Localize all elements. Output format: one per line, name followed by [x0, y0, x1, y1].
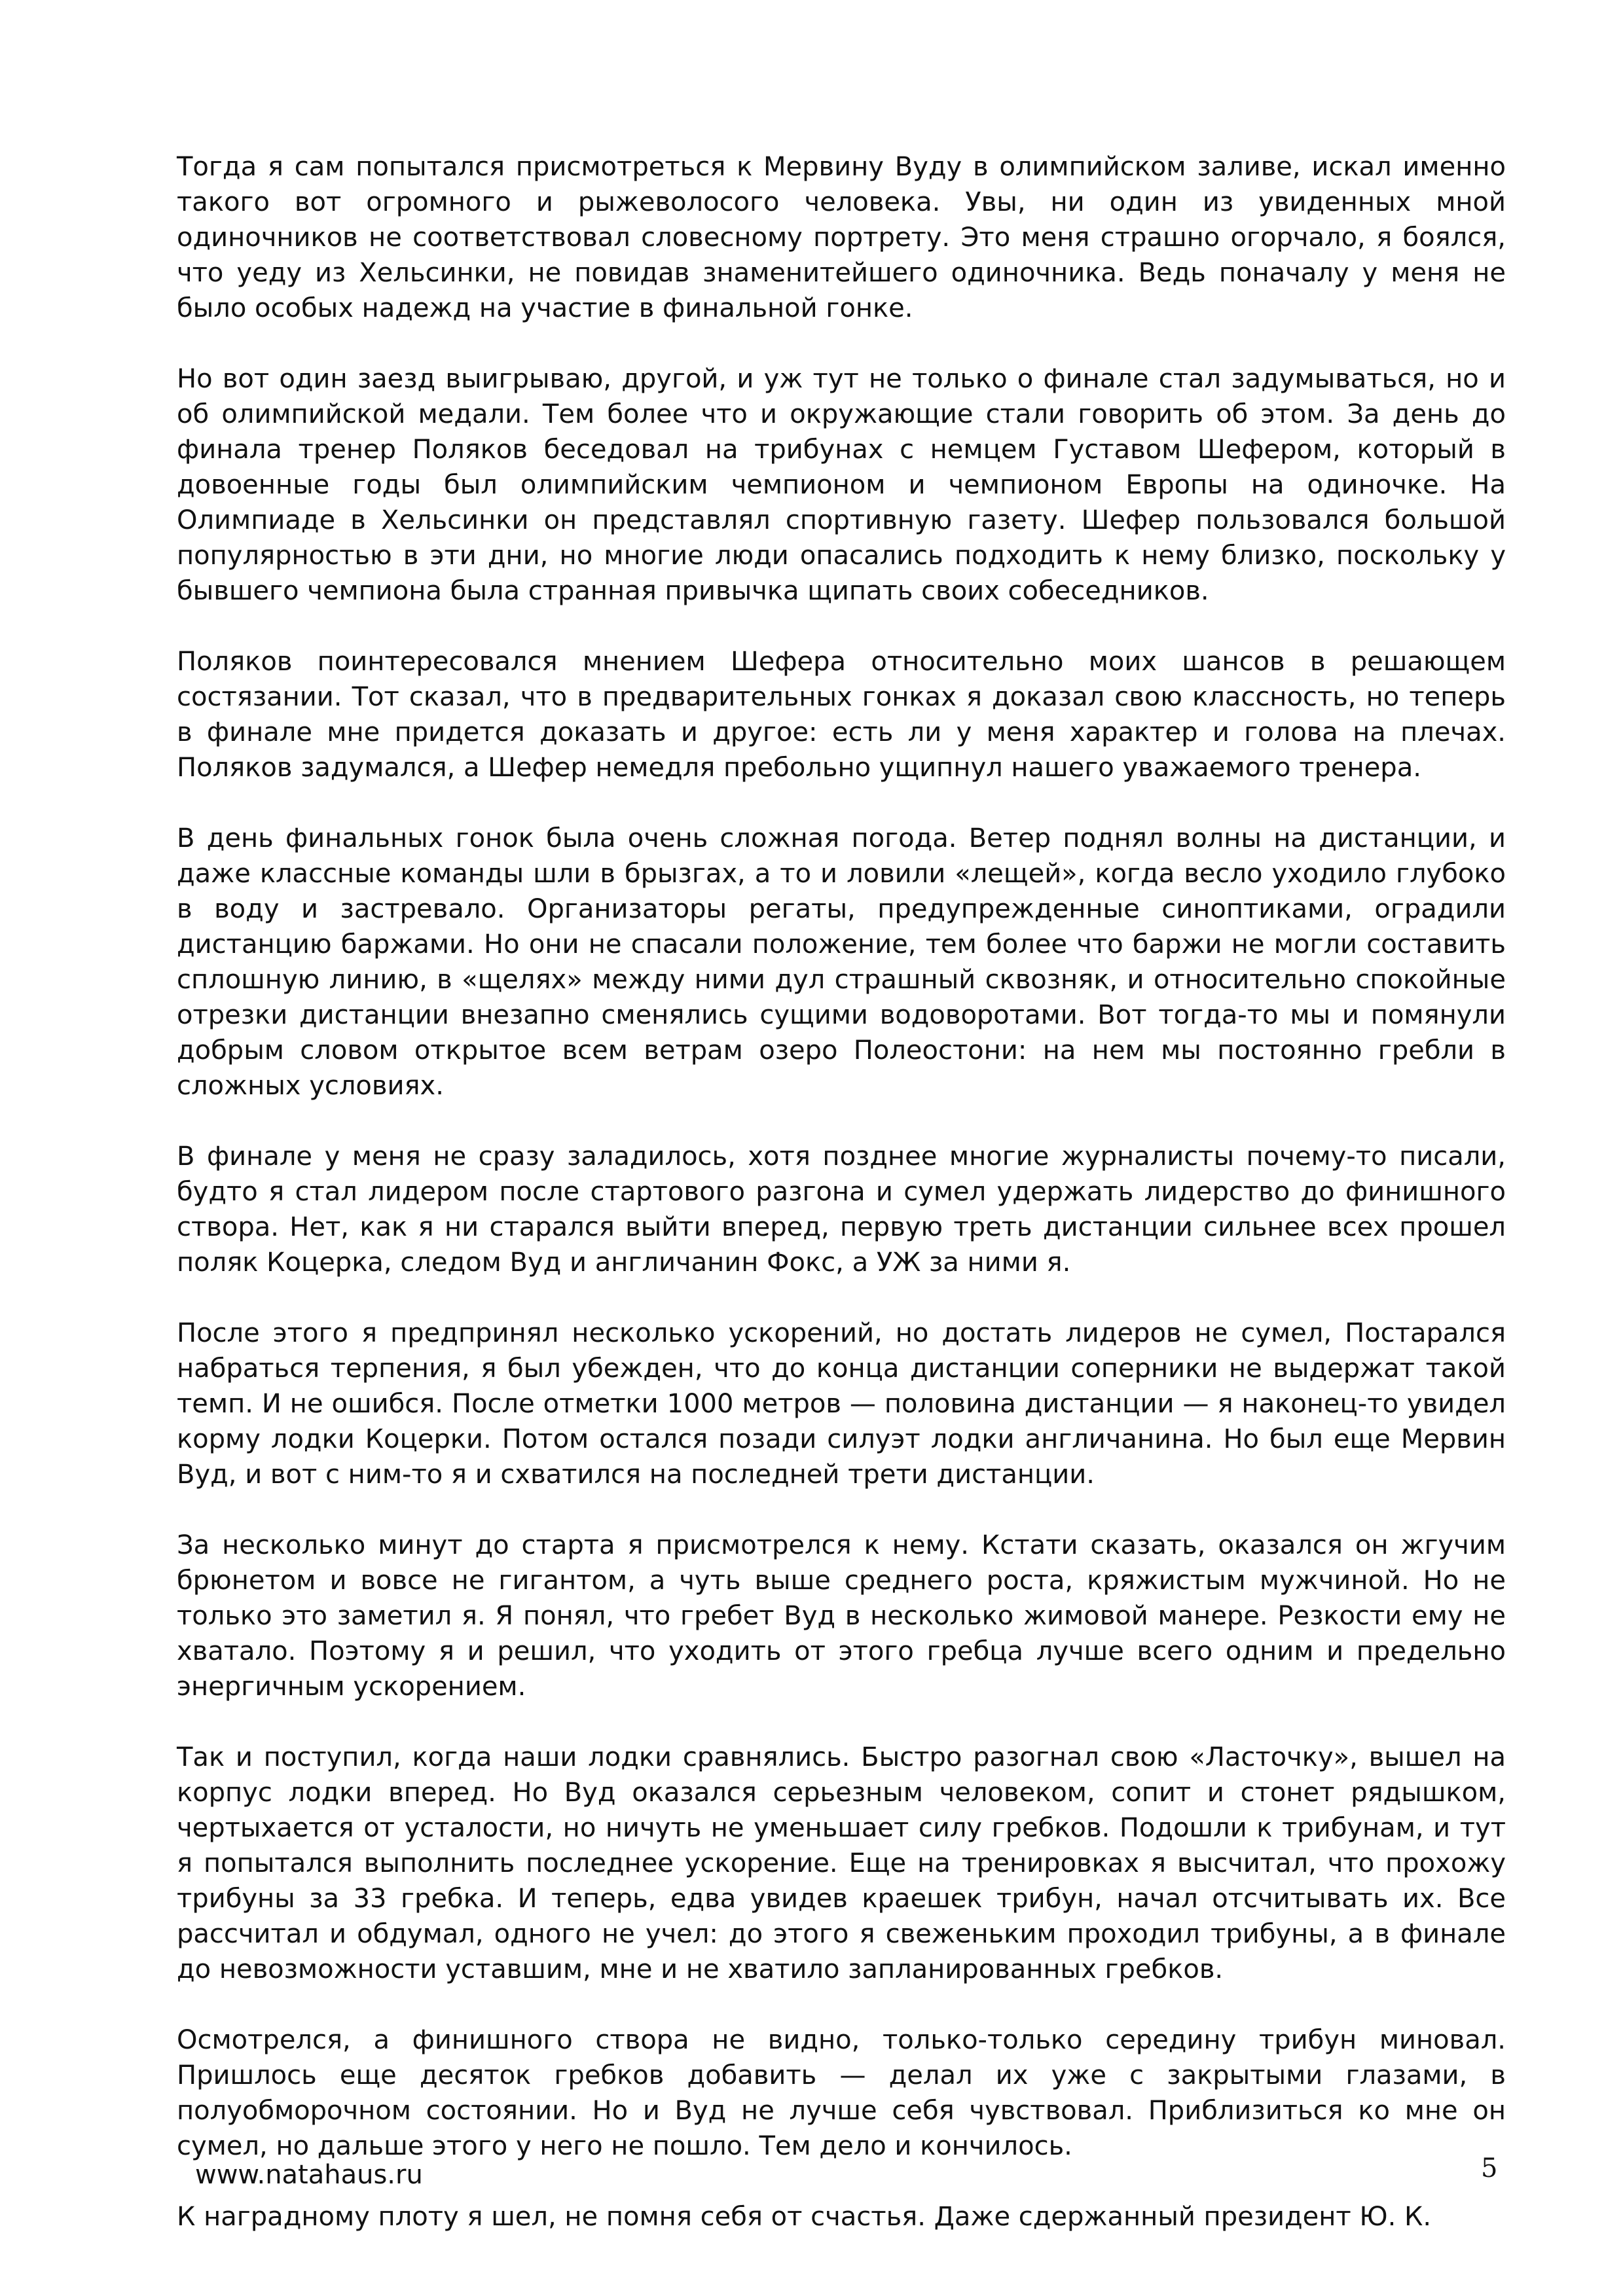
- document-body: [177, 149, 1506, 2234]
- page-number: 5: [1481, 2153, 1498, 2183]
- paragraph-8: Так и поступил, когда наши лодки сравнялись. Быстро разогнал свою «Ласточку», вышел на корпус лодки вперед. Но Вуд оказался серьезным человеком, сопит и стонет рядышком, чертыхается от усталости, но ничуть не уменьшает силу гребков. Подошли к трибунам, и тут я попытался выполнить последнее ускорение. Еще на тренировках я высчитал, что прохожу трибуны за 33 гребка. И теперь, едва увидев краешек трибун, начал отсчитывать их. Все рассчитал и обдумал, одного не учел: до этого я свеженьким проходил трибуны, а в финале до невозможности уставшим, мне и не хватило запланированных гребков.: [177, 1742, 1506, 1984]
- paragraph-7: За несколько минут до старта я присмотрелся к нему. Кстати сказать, оказался он жгучим брюнетом и вовсе не гигантом, а чуть выше среднего роста, кряжистым мужчиной. Но не только это заметил я. Я понял, что гребет Вуд в несколько жимовой манере. Резкости ему не хватало. Поэтому я и решил, что уходить от этого гребца лучше всего одним и предельно энергичным ускорением.: [177, 1530, 1506, 1702]
- paragraph-10: К наградному плоту я шел, не помня себя от счастья. Даже сдержанный президент Ю. К.: [177, 2202, 1432, 2232]
- footer-url: www.natahaus.ru: [195, 2160, 423, 2190]
- paragraph-6: После этого я предпринял несколько ускорений, но достать лидеров не сумел, Постарался набраться терпения, я был убежден, что до конца дистанции соперники не выдержат такой темп. И не ошибся. После отметки 1000 метров — половина дистанции — я наконец-то увидел корму лодки Коцерки. Потом остался позади силуэт лодки англичанина. Но был еще Мервин Вуд, и вот с ним-то я и схватился на последней трети дистанции.: [177, 1318, 1506, 1490]
- paragraph-9: Осмотрелся, а финишного створа не видно, только-только середину трибун миновал. Пришлось еще десяток гребков добавить — делал их уже с закрытыми глазами, в полуобморочном состоянии. Но и Вуд не лучше себя чувствовал. Приблизиться ко мне он сумел, но дальше этого у него не пошло. Тем дело и кончилось.: [177, 2025, 1506, 2161]
- paragraph-5: В финале у меня не сразу заладилось, хотя позднее многие журналисты почему-то писали, будто я стал лидером после стартового разгона и сумел удержать лидерство до финишного створа. Нет, как я ни старался выйти вперед, первую треть дистанции сильнее всех прошел поляк Коцерка, следом Вуд и англичанин Фокс, а УЖ за ними я.: [177, 1141, 1506, 1278]
- paragraph-4: В день финальных гонок была очень сложная погода. Ветер поднял волны на дистанции, и даже классные команды шли в брызгах, а то и ловили «лещей», когда весло уходило глубоко в воду и застревало. Организаторы регаты, предупрежденные синоптиками, оградили дистанцию баржами. Но они не спасали положение, тем более что баржи не могли составить сплошную линию, в «щелях» между ними дул страшный сквозняк, и относительно спокойные отрезки дистанции внезапно сменялись сущими водоворотами. Вот тогда-то мы и помянули добрым словом открытое всем ветрам озеро Полеостони: на нем мы постоянно гребли в сложных условиях.: [177, 823, 1506, 1101]
- paragraph-1: Тогда я сам попытался присмотреться к Мервину Вуду в олимпийском заливе, искал именно такого вот огромного и рыжеволосого человека. Увы, ни один из увиденных мной одиночников не соответствовал словесному портрету. Это меня страшно огорчало, я боялся, что уеду из Хельсинки, не повидав знаменитейшего одиночника. Ведь поначалу у меня не было особых надежд на участие в финальной гонке.: [177, 152, 1506, 323]
- paragraph-2: Но вот один заезд выигрываю, другой, и уж тут не только о финале стал задумываться, но и об олимпийской медали. Тем более что и окружающие стали говорить об этом. За день до финала тренер Поляков беседовал на трибунах с немцем Густавом Шефером, который в довоенные годы был олимпийским чемпионом и чемпионом Европы на одиночке. На Олимпиаде в Хельсинки он представлял спортивную газету. Шефер пользовался большой популярностью в эти дни, но многие люди опасались подходить к нему близко, поскольку у бывшего чемпиона была странная привычка щипать своих собеседников.: [177, 364, 1506, 606]
- paragraph-3: Поляков поинтересовался мнением Шефера относительно моих шансов в решающем состязании. Тот сказал, что в предварительных гонках я доказал свою классность, но теперь в финале мне придется доказать и другое: есть ли у меня характер и голова на плечах. Поляков задумался, а Шефер немедля пребольно ущипнул нашего уважаемого тренера.: [177, 647, 1506, 783]
